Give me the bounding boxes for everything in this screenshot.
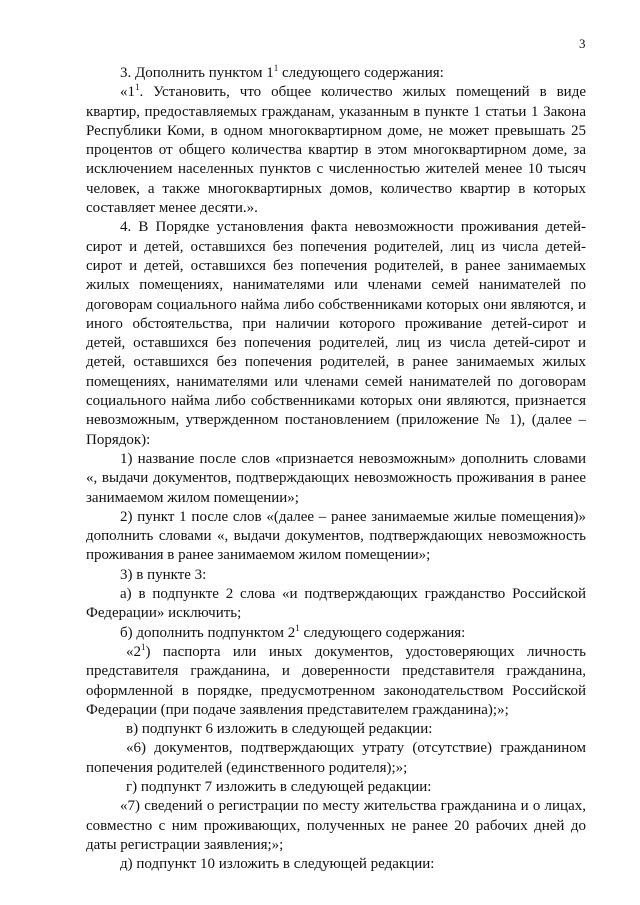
paragraph-subitem-6: «6) документов, подтверждающих утрату (отсутствие) гражданином попечения родителей (единственного родителя);»;: [86, 740, 586, 776]
paragraph-subitem-g: г) подпункт 7 изложить в следующей редакции:: [126, 778, 432, 795]
paragraph-add-point: 3. Дополнить пунктом $1^1$ следующего содержания:: [120, 63, 444, 81]
paragraph-subitem-2-1: «$2^1$) паспорта или иных документов, удостоверяющих личность представителя гражданина, и доверенности представителя гражданина, оформленной в порядке, предусмотренном законодательством Российской Федерации (при подаче заявления представителем гражданина);»;: [86, 641, 586, 718]
paragraph-subitem-d: д) подпункт 10 изложить в следующей редакции:: [120, 856, 435, 873]
paragraph-subitem-7: «7) сведений о регистрации по месту жительства гражданина и о лицах, совместно с ним проживающих, полученных не ранее 20 рабочих дней до даты регистрации заявления;»;: [86, 798, 586, 853]
paragraph-item-3: 3) в пункте 3:: [120, 566, 207, 583]
document-body: [86, 64, 586, 874]
paragraph-subitem-b: б) дополнить подпунктом $2^1$ следующего содержания:: [120, 622, 466, 641]
page-number: 3: [579, 36, 586, 51]
paragraph-subitem-v: в) подпункт 6 изложить в следующей редакции:: [126, 721, 433, 738]
paragraph-point-1-1: «$1^1$. Установить, что общее количество жилых помещений в виде квартир, предоставляемых гражданам, указанным в пункте 1 статьи 1 Закона Республики Коми, в одном многоквартирном доме, не может превышать 25 процентов от общего количества квартир в этом многоквартирном доме, за исключением населенных пунктов с численностью жителей менее 10 тысяч человек, а также многоквартирных домов, количество квартир в которых составляет менее десяти.».: [86, 82, 586, 217]
paragraph-item-2: 2) пункт 1 после слов «(далее – ранее занимаемые жилые помещения)» дополнить словами «, выдачи документов, подтверждающих невозможность проживания в ранее занимаемом жилом помещении»;: [86, 508, 586, 564]
paragraph-subitem-a: а) в подпункте 2 слова «и подтверждающих гражданство Российской Федерации» исключить;: [86, 586, 586, 622]
paragraph-item-1: 1) название после слов «признается невозможным» дополнить словами «, выдачи документов, подтверждающих невозможность проживания в ранее занимаемом жилом помещении»;: [86, 450, 586, 506]
paragraph-procedure: 4. В Порядке установления факта невозможности проживания детей-сирот и детей, оставшихся без попечения родителей, лиц из числа детей-сирот и детей, оставшихся без попечения родителей, в ранее занимаемых жилых помещениях, нанимателями или членами семей нанимателей по договорам социального найма либо собственниками которых они являются, и иного обстоятельства, при наличии которого проживание детей-сирот и детей, оставшихся без попечения родителей, лиц из числа детей-сирот и детей, оставшихся без попечения родителей, в ранее занимаемых жилых помещениях, нанимателями или членами семей нанимателей по договорам социального найма либо собственниками которых они являются, признается невозможным, утвержденном постановлением (приложение № 1), (далее – Порядок):: [86, 219, 586, 448]
